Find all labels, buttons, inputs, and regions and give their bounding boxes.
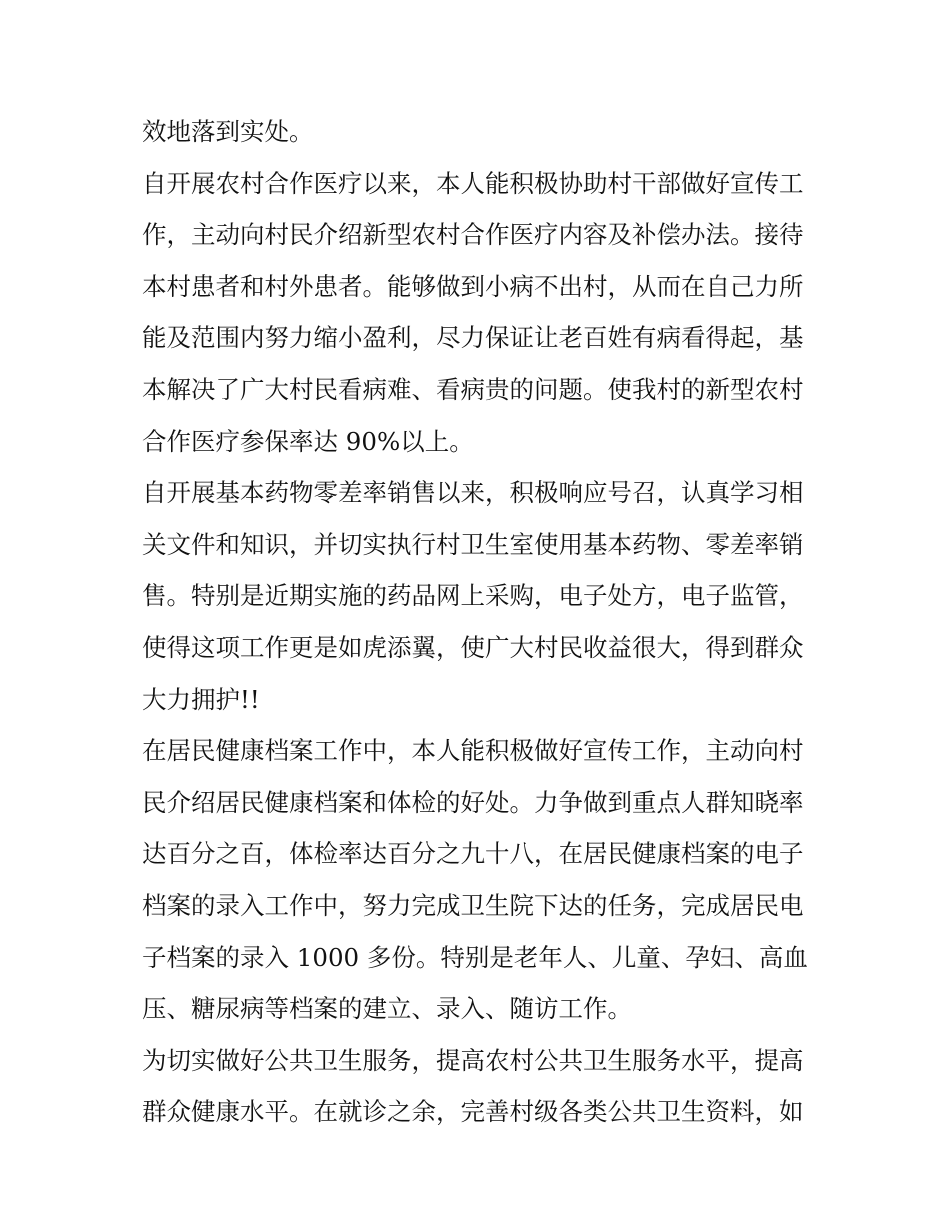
text-line: 售。特别是近期实施的药品网上采购，电子处方，电子监管，: [142, 581, 804, 611]
text-line: 压、糖尿病等档案的建立、录入、随访工作。: [142, 994, 632, 1024]
text-line: 能及范围内努力缩小盈利，尽力保证让老百姓有病看得起，基: [142, 323, 804, 353]
text-line: 达百分之百，体检率达百分之九十八，在居民健康档案的电子: [142, 839, 804, 869]
text-line: 群众健康水平。在就诊之余，完善村级各类公共卫生资料，如: [142, 1097, 804, 1127]
text-line: 自开展农村合作医疗以来，本人能积极协助村干部做好宣传工: [142, 168, 804, 198]
text-line: 效地落到实处。: [142, 117, 314, 146]
text-line: 子档案的录入 1000 多份。特别是老年人、儿童、孕妇、高血: [142, 942, 808, 972]
text-line: 民介绍居民健康档案和体检的好处。力争做到重点人群知晓率: [142, 787, 804, 817]
text-line: 自开展基本药物零差率销售以来，积极响应号召，认真学习相: [142, 478, 804, 508]
text-line: 为切实做好公共卫生服务，提高农村公共卫生服务水平，提高: [142, 1045, 804, 1075]
text-line: 使得这项工作更是如虎添翼，使广大村民收益很大，得到群众: [142, 632, 804, 662]
text-line: 作，主动向村民介绍新型农村合作医疗内容及补偿办法。接待: [142, 220, 804, 250]
text-line: 合作医疗参保率达 90%以上。: [142, 426, 474, 456]
text-line: 在居民健康档案工作中，本人能积极做好宣传工作，主动向村: [142, 736, 804, 766]
document-body: [142, 106, 822, 1138]
text-line: 本村患者和村外患者。能够做到小病不出村，从而在自己力所: [142, 271, 804, 301]
text-line: 大力拥护!!: [142, 684, 260, 714]
text-line: 本解决了广大村民看病难、看病贵的问题。使我村的新型农村: [142, 374, 804, 404]
text-line: 关文件和知识，并切实执行村卫生室使用基本药物、零差率销: [142, 529, 804, 559]
text-line: 档案的录入工作中，努力完成卫生院下达的任务，完成居民电: [142, 890, 804, 920]
